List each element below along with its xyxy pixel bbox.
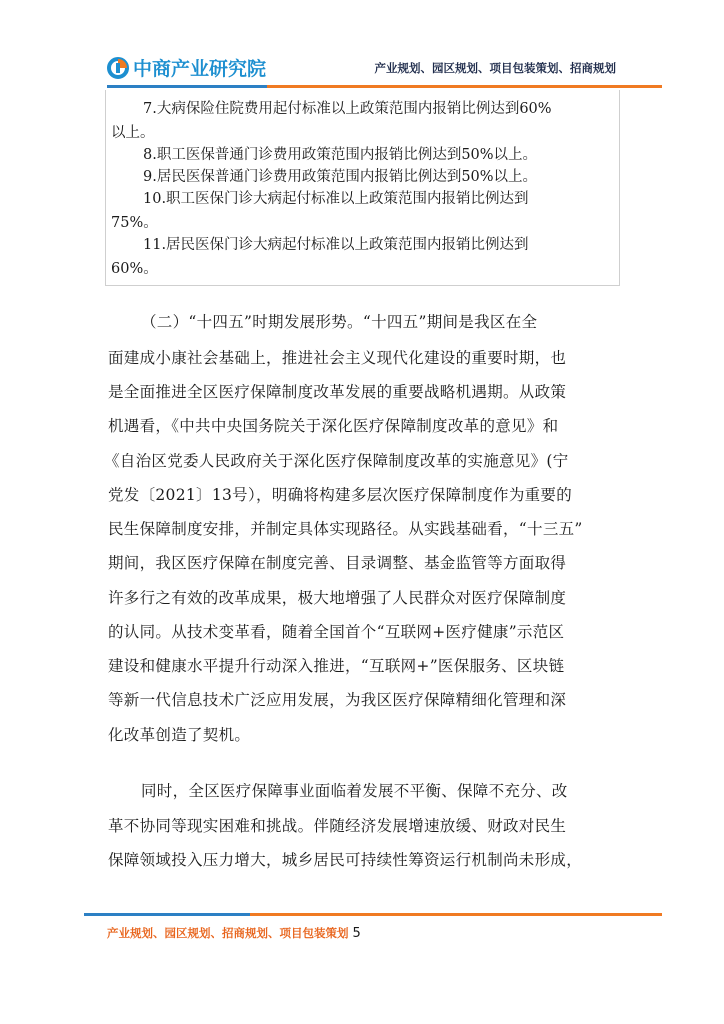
- paragraph-line: 的认同。从技术变革看，随着全国首个“互联网+医疗健康”示范区: [108, 623, 565, 641]
- page-header: [0, 0, 724, 90]
- box-line: 9.居民医保普通门诊费用政策范围内报销比例达到50%以上。: [143, 169, 538, 185]
- paragraph-line: 民生保障制度安排，并制定具体实现路径。从实践基础看，“十三五”: [108, 520, 583, 538]
- paragraph-line: 是全面推进全区医疗保障制度改革发展的重要战略机遇期。从政策: [108, 383, 567, 401]
- paragraph-line: 面建成小康社会基础上，推进社会主义现代化建设的重要时期，也: [108, 349, 567, 367]
- paragraph-line: （二）“十四五”时期发展形势。“十四五”期间是我区在全: [141, 313, 538, 331]
- paragraph-line: 党发〔2021〕13号），明确将构建多层次医疗保障制度作为重要的: [108, 486, 573, 504]
- paragraph-line: 期间，我区医疗保障在制度完善、目录调整、基金监管等方面取得: [108, 554, 567, 572]
- paragraph-line: 同时，全区医疗保障事业面临着发展不平衡、保障不充分、改: [141, 782, 568, 800]
- header-tagline: 产业规划、园区规划、项目包装策划、招商规划: [374, 61, 616, 75]
- page-number: 5: [352, 926, 361, 941]
- box-line: 60%。: [111, 261, 158, 277]
- footer-rule-orange: [250, 913, 662, 916]
- header-rule-blue: [107, 85, 267, 88]
- targets-box: [105, 90, 620, 286]
- paragraph-line: 等新一代信息技术广泛应用发展，为我区医疗保障精细化管理和深: [108, 691, 567, 709]
- box-line: 10.职工医保门诊大病起付标准以上政策范围内报销比例达到: [143, 191, 529, 207]
- box-line: 8.职工医保普通门诊费用政策范围内报销比例达到50%以上。: [143, 147, 538, 163]
- paragraph-line: 建设和健康水平提升行动深入推进，“互联网+”医保服务、区块链: [108, 657, 565, 675]
- box-line: 75%。: [111, 215, 158, 231]
- paragraph-line: 化改革创造了契机。: [108, 726, 251, 744]
- page-footer: [107, 925, 361, 941]
- paragraph-line: 机遇看，《中共中央国务院关于深化医疗保障制度改革的意见》和: [108, 417, 559, 435]
- logo: [107, 54, 266, 81]
- footer-rule-blue: [84, 913, 250, 916]
- box-line: 以上。: [111, 125, 155, 141]
- footer-text: 产业规划、园区规划、招商规划、项目包装策划: [107, 926, 349, 940]
- paragraph-line: 许多行之有效的改革成果，极大地增强了人民群众对医疗保障制度: [108, 589, 567, 607]
- paragraph-line: 保障领域投入压力增大，城乡居民可持续性筹资运行机制尚未形成，: [108, 851, 583, 869]
- header-rule-orange: [267, 85, 662, 88]
- paragraph-line: 《自治区党委人民政府关于深化医疗保障制度改革的实施意见》(宁: [104, 452, 569, 470]
- box-line: 11.居民医保门诊大病起付标准以上政策范围内报销比例达到: [143, 237, 529, 253]
- box-line: 7.大病保险住院费用起付标准以上政策范围内报销比例达到60%: [143, 101, 552, 117]
- paragraph-line: 革不协同等现实困难和挑战。伴随经济发展增速放缓、财政对民生: [108, 817, 567, 835]
- logo-text: 中商产业研究院: [133, 58, 267, 80]
- logo-icon: [107, 57, 129, 79]
